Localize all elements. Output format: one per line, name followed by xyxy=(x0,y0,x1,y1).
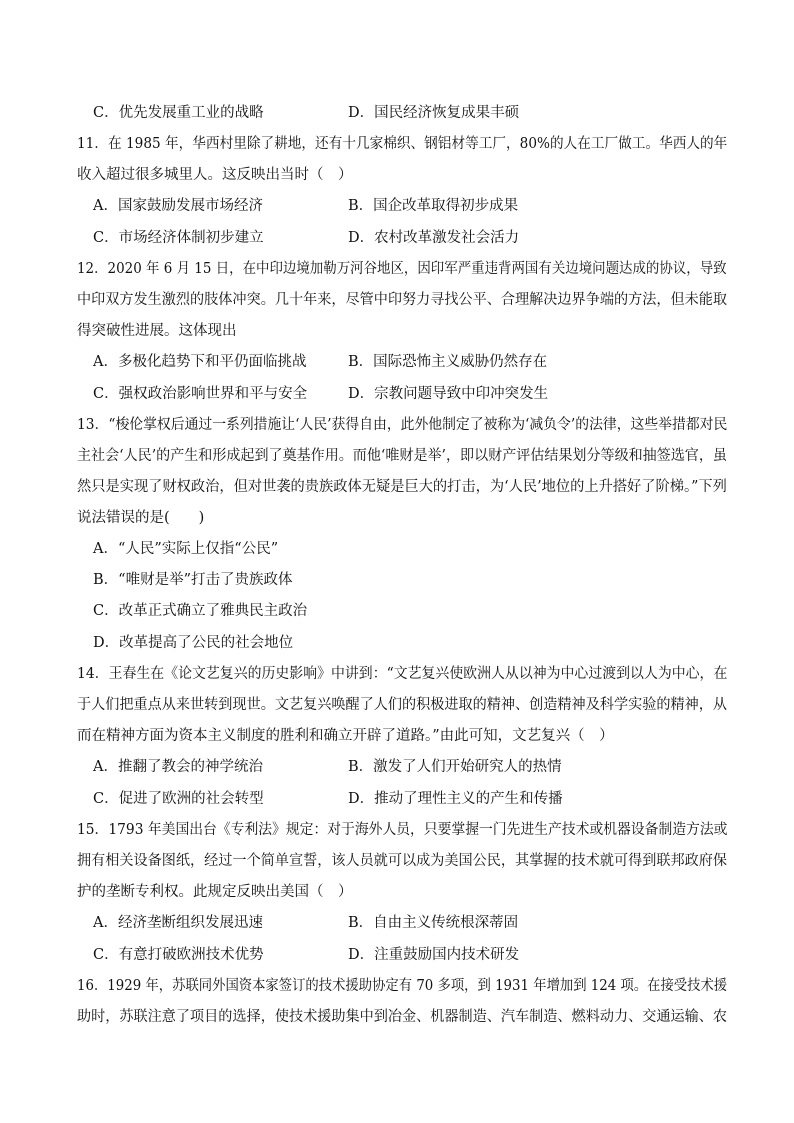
q11-option-a: A．国家鼓励发展市场经济 xyxy=(93,198,263,214)
q15-option-d: D．注重鼓励国内技术研发 xyxy=(348,947,520,963)
q15-options-row-2 xyxy=(0,940,794,970)
q13-option-row-d xyxy=(0,628,794,658)
q15-option-c: C．有意打破欧洲技术优势 xyxy=(93,947,264,963)
q10-options-row-2 xyxy=(0,98,794,128)
q14-options-row-1 xyxy=(0,752,794,782)
q15-stem-line-1: 15．1793 年美国出台《专利法》规定：对于海外人员，只要掌握一门先进生产技术或机器设备制造方法或 xyxy=(77,822,728,838)
q13-option-row-c xyxy=(0,596,794,626)
q12-stem-line-3: 得突破性进展。这体现出 xyxy=(77,323,237,339)
q11-options-row-1 xyxy=(0,191,794,221)
q13-stem-line-4: 说法错误的是( ) xyxy=(77,510,205,526)
q11-option-d: D．农村改革激发社会活力 xyxy=(348,230,520,246)
q14-stem-line-1: 14．王春生在《论文艺复兴的历史影响》中讲到：“文艺复兴使欧洲人从以神为中心过渡到以人为中心，在 xyxy=(77,666,728,682)
q10-option-c: C．优先发展重工业的战略 xyxy=(93,105,264,121)
q13-option-c: C．改革正式确立了雅典民主政治 xyxy=(93,603,308,619)
q14-stem-line-2: 于人们把重点从来世转到现世。文艺复兴唤醒了人们的积极进取的精神、创造精神及科学实验的精神，从 xyxy=(77,697,727,713)
q11-option-c: C．市场经济体制初步建立 xyxy=(93,230,264,246)
q16-stem-line-1: 16．1929 年，苏联同外国资本家签订的技术援助协定有 70 多项，到 1931 年增加到 124 项。在接受技术援 xyxy=(77,978,728,994)
q14-stem-line-3: 而在精神方面为资本主义制度的胜利和确立开辟了道路。”由此可知，文艺复兴（ ） xyxy=(77,728,614,744)
q14-option-d: D．推动了理性主义的产生和传播 xyxy=(348,791,563,807)
q15-options-row-1 xyxy=(0,908,794,938)
q12-options-row-1 xyxy=(0,347,794,377)
q11-stem-line-2: 收入超过很多城里人。这反映出当时（ ） xyxy=(77,167,353,183)
q15-option-a: A．经济垄断组织发展迅速 xyxy=(93,915,263,931)
q12-option-a: A．多极化趋势下和平仍面临挑战 xyxy=(93,354,307,370)
q13-stem-line-2: 主社会‘人民’的产生和形成起到了奠基作用。而他‘唯财是举’，即以财产评估结果划分等级和抽签选官，虽 xyxy=(77,448,727,464)
q12-stem-line-2: 中印双方发生激烈的肢体冲突。几十年来，尽管中印努力寻找公平、合理解决边界争端的方法，但未能取 xyxy=(77,292,727,308)
q14-option-b: B．激发了人们开始研究人的热情 xyxy=(348,759,562,775)
q15-stem-line-3: 护的垄断专利权。此规定反映出美国（ ） xyxy=(77,884,353,900)
q12-option-c: C．强权政治影响世界和平与安全 xyxy=(93,386,308,402)
q13-option-b: B．“唯财是举”打击了贵族政体 xyxy=(93,572,293,588)
q16-stem-line-2: 助时，苏联注意了项目的选择，使技术援助集中到冶金、机器制造、汽车制造、燃料动力、交通运输、农 xyxy=(77,1009,727,1025)
q12-option-d: D．宗教问题导致中印冲突发生 xyxy=(348,386,549,402)
q13-option-row-a xyxy=(0,534,794,564)
q12-options-row-2 xyxy=(0,379,794,409)
q15-option-b: B．自由主义传统根深蒂固 xyxy=(348,915,519,931)
q12-option-b: B．国际恐怖主义威胁仍然存在 xyxy=(348,354,548,370)
q13-option-d: D．改革提高了公民的社会地位 xyxy=(93,635,294,651)
q14-options-row-2 xyxy=(0,784,794,814)
q15-stem-line-2: 拥有相关设备图纸，经过一个简单宣誓，该人员就可以成为美国公民，其掌握的技术就可得到联邦政府保 xyxy=(77,853,727,869)
q13-stem-line-3: 然只是实现了财权政治，但对世袭的贵族政体无疑是巨大的打击，为‘人民’地位的上升搭好了阶梯。”下列 xyxy=(77,479,727,495)
q13-option-row-b xyxy=(0,565,794,595)
q14-option-c: C．促进了欧洲的社会转型 xyxy=(93,791,264,807)
q13-stem-line-1: 13．“梭伦掌权后通过一系列措施让‘人民’获得自由，此外他制定了被称为‘减负令’的法律，这些举措都对民 xyxy=(77,417,728,433)
q13-option-a: A．“人民”实际上仅指“公民” xyxy=(93,541,279,557)
q14-option-a: A．推翻了教会的神学统治 xyxy=(93,759,263,775)
q12-stem-line-1: 12．2020 年 6 月 15 日，在中印边境加勒万河谷地区，因印军严重违背两国有关边境问题达成的协议，导致 xyxy=(77,261,727,277)
q11-options-row-2 xyxy=(0,223,794,253)
q11-stem-line-1: 11．在 1985 年，华西村里除了耕地，还有十几家棉织、钢铝材等工厂，80%的人在工厂做工。华西人的年 xyxy=(77,136,728,152)
q11-option-b: B．国企改革取得初步成果 xyxy=(348,198,519,214)
q10-option-d: D．国民经济恢复成果丰硕 xyxy=(348,105,520,121)
